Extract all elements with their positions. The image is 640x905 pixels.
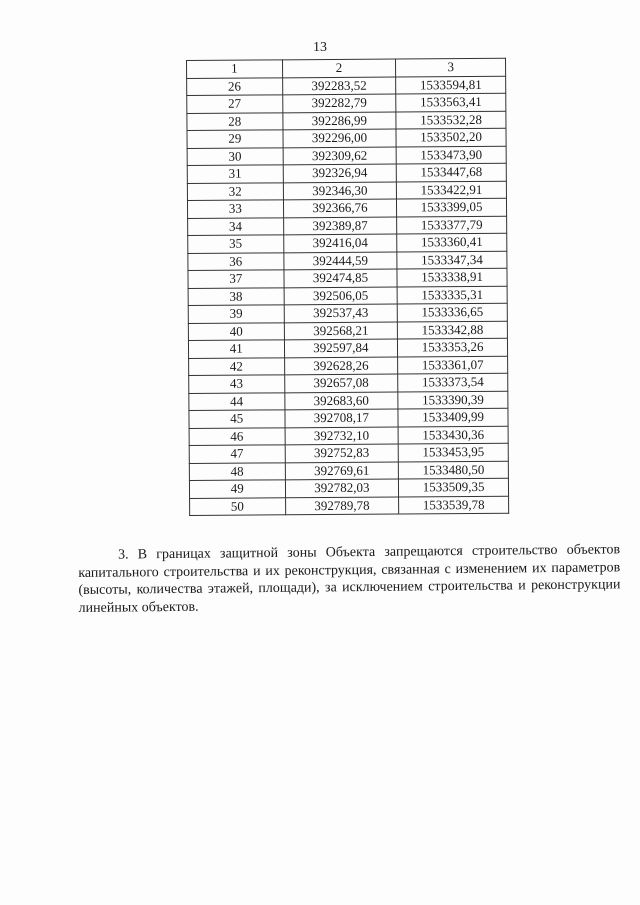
table-row: [189, 426, 508, 446]
table-cell: 1533361,07: [398, 356, 508, 374]
column-header: 2: [282, 59, 396, 77]
coordinates-table: [186, 58, 509, 516]
table-row: [187, 111, 506, 131]
table-cell: 28: [187, 112, 283, 130]
table-row: [189, 461, 508, 481]
table-cell: 1533594,81: [396, 76, 506, 94]
table-cell: 34: [188, 217, 284, 235]
table-row: [188, 286, 507, 306]
table-row: [188, 338, 507, 358]
table-cell: 33: [187, 200, 283, 218]
table-row: [188, 303, 507, 323]
table-cell: 392506,05: [284, 287, 398, 305]
table-cell: 392597,84: [284, 339, 398, 357]
table-cell: 1533336,65: [397, 303, 507, 321]
table-cell: 40: [188, 322, 284, 340]
table-row: [187, 93, 506, 113]
table-cell: 1533353,26: [398, 338, 508, 356]
table-cell: 392657,08: [284, 374, 398, 392]
table-cell: 49: [189, 480, 285, 498]
table-row: [187, 128, 506, 148]
table-row: [190, 496, 509, 516]
table-row: [187, 146, 506, 166]
table-cell: 1533473,90: [396, 146, 506, 164]
table-row: [188, 233, 507, 253]
table-cell: 31: [187, 165, 283, 183]
table-cell: 1533453,95: [398, 443, 508, 461]
table-cell: 392309,62: [283, 147, 397, 165]
table-cell: 1533373,54: [398, 373, 508, 391]
table-cell: 392708,17: [284, 409, 398, 427]
table-cell: 1533447,68: [396, 163, 506, 181]
table-cell: 392286,99: [282, 112, 396, 130]
table-row: [188, 251, 507, 271]
table-cell: 392283,52: [282, 77, 396, 95]
table-row: [187, 198, 506, 218]
table-cell: 392416,04: [283, 234, 397, 252]
table-body: [187, 76, 509, 516]
table-cell: 392282,79: [282, 94, 396, 112]
column-header: 1: [187, 60, 283, 78]
table-cell: 45: [189, 410, 285, 428]
table-cell: 1533377,79: [397, 216, 507, 234]
table-row: [189, 478, 508, 498]
table-cell: 1533502,20: [396, 128, 506, 146]
table-row: [188, 268, 507, 288]
table-cell: 392296,00: [283, 129, 397, 147]
table-cell: 1533430,36: [398, 426, 508, 444]
table-cell: 1533532,28: [396, 111, 506, 129]
table-cell: 392444,59: [283, 252, 397, 270]
column-header: 3: [396, 58, 506, 76]
table-cell: 50: [190, 497, 286, 515]
table-cell: 392789,78: [285, 497, 399, 515]
table-row: [189, 391, 508, 411]
table-cell: 392732,10: [285, 427, 399, 445]
table-cell: 47: [189, 445, 285, 463]
table-cell: 1533399,05: [397, 198, 507, 216]
table-cell: 1533422,91: [397, 181, 507, 199]
table-cell: 1533409,99: [398, 408, 508, 426]
table-cell: 1533480,50: [399, 461, 509, 479]
table-row: [187, 181, 506, 201]
table-cell: 392568,21: [284, 322, 398, 340]
table-row: [188, 321, 507, 341]
table-cell: 48: [189, 462, 285, 480]
table-cell: 392366,76: [283, 199, 397, 217]
table-cell: 1533360,41: [397, 233, 507, 251]
table-cell: 39: [188, 305, 284, 323]
table-cell: 37: [188, 270, 284, 288]
table-row: [189, 443, 508, 463]
table-cell: 1533347,34: [397, 251, 507, 269]
table-cell: 392537,43: [284, 304, 398, 322]
table-cell: 392346,30: [283, 182, 397, 200]
table-cell: 1533342,88: [398, 321, 508, 339]
table-cell: 27: [187, 95, 283, 113]
table-cell: 26: [187, 77, 283, 95]
table-row: [188, 216, 507, 236]
table-cell: 30: [187, 147, 283, 165]
table-cell: 392326,94: [283, 164, 397, 182]
table-cell: 392474,85: [284, 269, 398, 287]
table-cell: 44: [189, 392, 285, 410]
table-cell: 392628,26: [284, 357, 398, 375]
table-cell: 392769,61: [285, 462, 399, 480]
table-cell: 392389,87: [283, 217, 397, 235]
page-number: 13: [313, 40, 327, 55]
table-row: [189, 356, 508, 376]
table-cell: 1533509,35: [399, 478, 509, 496]
table-row: [187, 163, 506, 183]
table-cell: 1533563,41: [396, 93, 506, 111]
table-row: [189, 373, 508, 393]
table-cell: 42: [189, 357, 285, 375]
table-row: [189, 408, 508, 428]
table-cell: 392782,03: [285, 479, 399, 497]
table-cell: 1533390,39: [398, 391, 508, 409]
table-cell: 43: [189, 375, 285, 393]
table-cell: 29: [187, 130, 283, 148]
table-row: [187, 76, 506, 96]
table-cell: 392752,83: [285, 444, 399, 462]
table-cell: 32: [187, 182, 283, 200]
paragraph-text: 3. В границах защитной зоны Объекта запрещаются строительство объектов капитального строительства и их реконструкция, связанная с изменением их параметров (высоты, количества этажей, площади), за исключением строительства и реконструкции линейных объектов.: [78, 542, 621, 616]
table-cell: 36: [188, 252, 284, 270]
table-cell: 1533338,91: [397, 268, 507, 286]
table-header-row: [187, 58, 506, 78]
table-cell: 35: [188, 235, 284, 253]
table-cell: 38: [188, 287, 284, 305]
table-cell: 46: [189, 427, 285, 445]
table-cell: 1533539,78: [399, 496, 509, 514]
table-cell: 392683,60: [284, 392, 398, 410]
table-cell: 41: [188, 340, 284, 358]
table-cell: 1533335,31: [397, 286, 507, 304]
